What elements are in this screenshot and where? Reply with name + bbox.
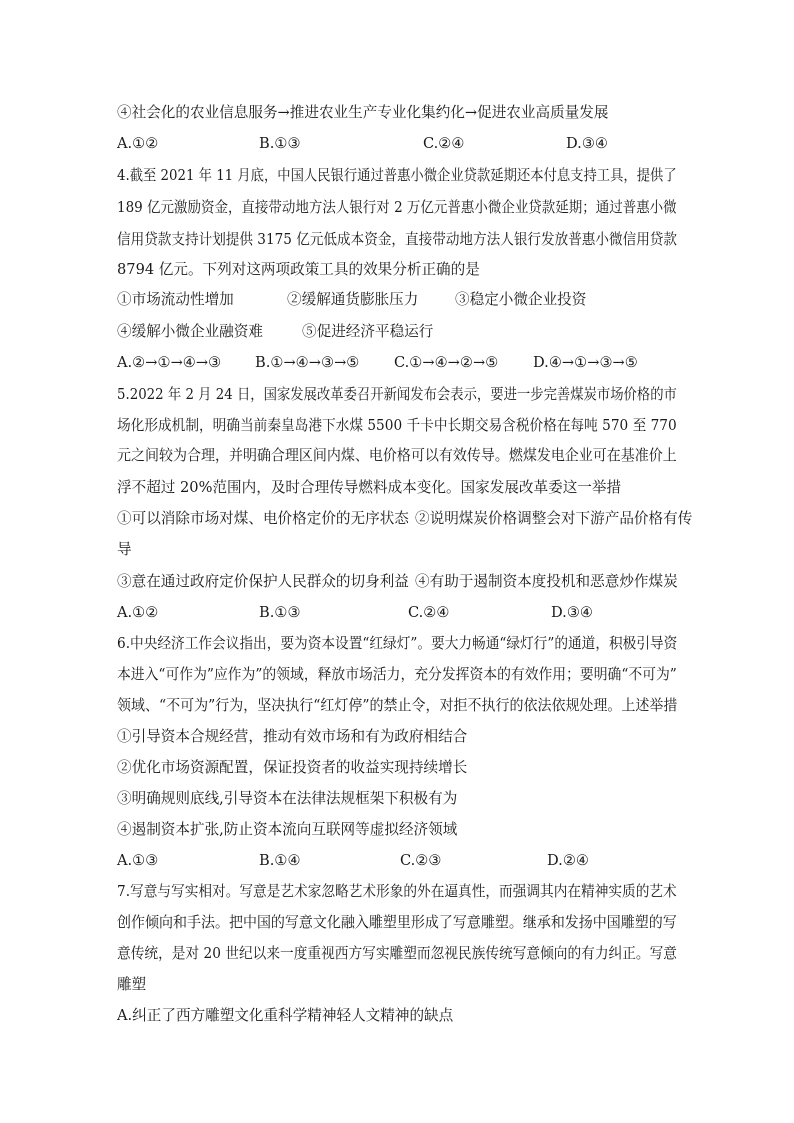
q4-item-3: ③稳定小微企业投资 [455, 291, 587, 308]
q5-item-4: ④有助于遏制资本度投机和恶意炒作煤炭 [415, 573, 678, 590]
q6-stem-line-1: 6.中央经济工作会议指出，要为资本设置“红绿灯”。要大力畅通“绿灯行”的通道，积极引导资 [117, 635, 678, 652]
q4-option-b: B.①→④→③→⑤ [255, 354, 360, 371]
q4-option-c: C.①→④→②→⑤ [394, 354, 499, 371]
q6-stem-line-2: 本进入“可作为”应作为”的领域，释放市场活力，充分发挥资本的有效作用；要明确“不可为” [117, 666, 677, 683]
q4-stem-line-4: 8794 亿元。下列对这两项政策工具的效果分析正确的是 [117, 261, 480, 278]
q6-option-d: D.②④ [547, 852, 589, 869]
q4-item-4: ④缓解小微企业融资难 [117, 323, 263, 340]
q5-items-row-2 [117, 572, 677, 594]
q6-options [117, 851, 677, 873]
q7-stem-line-3: 意传统，是对 20 世纪以来一度重视西方写实雕塑而忽视民族传统写意倾向的有力纠正。写意 [117, 945, 678, 962]
q5-stem-line-4: 浮不超过 20%范围内，及时合理传导燃料成本变化。国家发展改革委这一举措 [117, 479, 622, 496]
q3-option-d: D.③④ [566, 135, 608, 152]
q3-option-b: B.①③ [259, 135, 301, 152]
q5-option-a: A.①② [117, 604, 159, 621]
q5-stem-line-3: 元之间较为合理，并明确合理区间内煤、电价格可以有效传导。燃煤发电企业可在基准价上 [117, 447, 677, 464]
q6-stem-line-3: 领域、“不可为”行为，坚决执行“红灯停”的禁止令，对拒不执行的依法依规处理。上述举措 [117, 697, 678, 714]
q4-option-d: D.④→①→③→⑤ [533, 354, 638, 371]
q7-stem-line-1: 7.写意与写实相对。写意是艺术家忽略艺术形象的外在逼真性，而强调其内在精神实质的艺术 [117, 883, 677, 900]
q4-item-2: ②缓解通货膨胀压力 [287, 291, 419, 308]
q4-stem-line-2: 189 亿元激励资金，直接带动地方法人银行对 2 万亿元普惠小微企业贷款延期；通过普惠小微 [117, 199, 677, 216]
q7-stem-line-2: 创作倾向和手法。把中国的写意文化融入雕塑里形成了写意雕塑。继承和发扬中国雕塑的写 [117, 914, 677, 931]
q5-item-3: ③意在通过政府定价保护人民群众的切身利益 [117, 573, 409, 590]
q5-item-2: ②说明煤炭价格调整会对下游产品价格有传 [415, 510, 693, 527]
q3-item-4: ④社会化的农业信息服务→推进农业生产专业化集约化→促进农业高质量发展 [117, 104, 609, 121]
q4-items-row-1 [117, 290, 677, 312]
q4-items-row-2 [117, 322, 677, 344]
q6-option-b: B.①④ [259, 852, 301, 869]
q7-option-a: A.纠正了西方雕塑文化重科学精神轻人文精神的缺点 [117, 1007, 454, 1024]
q6-item-1: ①引导资本合规经营，推动有效市场和有为政府相结合 [117, 728, 468, 745]
q6-option-a: A.①③ [117, 852, 159, 869]
q5-options [117, 603, 677, 625]
q4-option-a: A.②→①→④→③ [117, 354, 222, 371]
q3-option-c: C.②④ [423, 135, 465, 152]
q5-item-2-continued: 导 [117, 541, 132, 558]
q6-item-3: ③明确规则底线,引导资本在法律法规框架下积极有为 [117, 790, 458, 807]
q6-item-2: ②优化市场资源配置，保证投资者的收益实现持续增长 [117, 759, 468, 776]
q5-option-b: B.①③ [259, 604, 301, 621]
q4-stem-line-3: 信用贷款支持计划提供 3175 亿元低成本资金，直接带动地方法人银行发放普惠小微信用贷款 [117, 231, 677, 248]
q5-stem-line-1: 5.2022 年 2 月 24 日，国家发展改革委召开新闻发布会表示，要进一步完善煤炭市场价格的市 [117, 386, 677, 403]
q5-item-1: ①可以消除市场对煤、电价格定价的无序状态 [117, 510, 409, 527]
q5-option-c: C.②④ [408, 604, 450, 621]
q3-option-a: A.①② [117, 135, 159, 152]
q3-options [117, 134, 677, 156]
q4-options [117, 353, 677, 375]
q7-stem-line-4: 雕塑 [117, 976, 147, 993]
q6-option-c: C.②③ [400, 852, 442, 869]
q5-option-d: D.③④ [551, 604, 593, 621]
q6-item-4: ④遏制资本扩张,防止资本流向互联网等虚拟经济领域 [117, 821, 458, 838]
q5-stem-line-2: 场化形成机制，明确当前秦皇岛港下水煤 5500 千卡中长期交易含税价格在每吨 570 至 770 [117, 417, 677, 434]
q5-items-row-1 [117, 509, 693, 531]
q4-stem-line-1: 4.截至 2021 年 11 月底，中国人民银行通过普惠小微企业贷款延期还本付息支持工具，提供了 [117, 167, 677, 184]
q4-item-1: ①市场流动性增加 [117, 291, 234, 308]
q4-item-5: ⑤促进经济平稳运行 [302, 323, 434, 340]
